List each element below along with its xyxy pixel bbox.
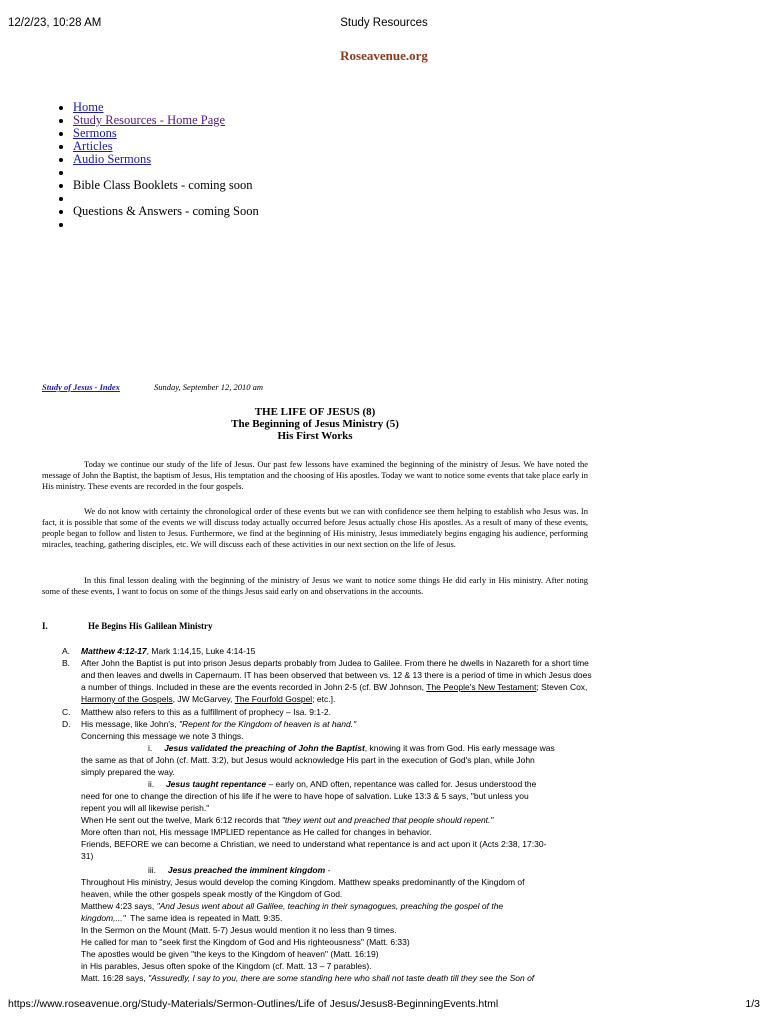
nav-link-home[interactable]: Home [73, 100, 104, 114]
print-page-title: Study Resources [340, 17, 428, 29]
article-meta [42, 382, 264, 392]
point-iii-heading: iii. Jesus preached the imminent kingdom - [148, 865, 331, 875]
point-iii-line: The apostles would be given "the keys to the Kingdom of heaven" (Matt. 16:19) [81, 949, 379, 959]
point-ii-line: repent you will all likewise perish." [81, 803, 210, 813]
article-subtitle: The Beginning of Jesus Ministry (5) [231, 418, 399, 430]
nav-link-sermons[interactable]: Sermons [73, 126, 117, 140]
section-number: I. [42, 621, 48, 631]
nav-item-empty [73, 218, 259, 231]
article-title: THE LIFE OF JESUS (8) [254, 406, 376, 418]
point-ii-heading: ii. Jesus taught repentance – early on, AND often, repentance was called for. Jesus understood the [148, 779, 537, 789]
section-title: He Begins His Galilean Ministry [88, 621, 213, 631]
point-i-heading: i. Jesus validated the preaching of John the Baptist, knowing it was from God. His early message was [148, 743, 555, 753]
point-iii-line: Matthew 4:23 says, "And Jesus went about all Galilee, teaching in their synagogues, preaching the gospel of the [81, 901, 504, 911]
intro-paragraph-3: In this final lesson dealing with the beginning of the ministry of Jesus we want to notice some things He did early in His ministry. After noting some of these events, I want to focus on some of the things Jesus said early on and observations in the accounts. [42, 575, 588, 596]
point-iii-line: in His parables, Jesus often spoke of the Kingdom (cf. Matt. 13 – 7 parables). [81, 961, 372, 971]
intro-paragraph-2: We do not know with certainty the chronological order of these events but we can with confidence see them helping to establish who Jesus was. In fact, it is possible that some of the events we will discuss today actually occurred before Jesus actually chose His apostles. As a result of many of these events, people began to follow and listen to Jesus. Furthermore, we find at the beginning of His ministry, Jesus immediately begins engaging his audience, performing miracles, teaching, gathering disciples, etc. We will discuss each of these activities in our next section on the life of Jesus. [42, 506, 588, 549]
nav-item-questions-answers [73, 205, 259, 218]
point-ii-line: Friends, BEFORE we can become a Christian, we need to understand what repentance is and act upon it (Acts 2:38, 17:30- [81, 839, 547, 849]
print-footer-url: https://www.roseavenue.org/Study-Materials/Sermon-Outlines/Life of Jesus/Jesus8-BeginningEvents.html [8, 998, 499, 1010]
point-iii-line: kingdom,..." The same idea is repeated in Matt. 9:35. [81, 913, 283, 923]
concerning-line: Concerning this message we note 3 things. [81, 731, 244, 741]
print-page-number: 1/3 [745, 998, 760, 1010]
site-name: Roseavenue.org [340, 48, 428, 63]
nav-item-bible-class-booklets [73, 179, 259, 192]
point-iii-line: Matt. 16:28 says, "Assuredly, I say to you, there are some standing here who shall not taste death till they see the Son of [81, 973, 535, 983]
point-i-line: simply prepared the way. [81, 767, 175, 777]
study-index-link[interactable]: Study of Jesus - Index [42, 382, 120, 392]
nav-text-questions-answers: Questions & Answers - coming Soon [73, 204, 259, 218]
sermon-date: Sunday, September 12, 2010 am [154, 382, 264, 392]
nav-link-audio-sermons[interactable]: Audio Sermons [73, 152, 152, 166]
point-iii-line: Throughout His ministry, Jesus would develop the coming Kingdom. Matthew speaks predominantly of the Kingdom of [81, 877, 525, 887]
print-date: 12/2/23, 10:28 AM [8, 17, 102, 29]
nav-text-bible-class-booklets: Bible Class Booklets - coming soon [73, 178, 253, 192]
point-ii-line: More often than not, His message IMPLIED repentance as He called for changes in behavior. [81, 827, 432, 837]
nav-link-study-resources[interactable]: Study Resources - Home Page [73, 113, 226, 127]
point-iii-line: heaven, while the other gospels speak mostly of the Kingdom of God. [81, 889, 343, 899]
nav-link-articles[interactable]: Articles [73, 139, 113, 153]
intro-paragraph-1: Today we continue our study of the life of Jesus. Our past few lessons have examined the beginning of the ministry of Jesus. We have noted the message of John the Baptist, the baptism of Jesus, His temptation and the choosing of His apostles. Today we want to notice some events that take place early in His ministry. These events are recorded in the four gospels. [42, 459, 588, 491]
article-subtitle-2: His First Works [277, 430, 353, 442]
point-ii-line: 31) [81, 851, 94, 861]
nav-item-audio-sermons [73, 153, 259, 166]
nav-list [53, 101, 259, 231]
point-iii-line: In the Sermon on the Mount (Matt. 5-7) Jesus would mention it no less than 9 times. [81, 925, 397, 935]
point-ii-line: need for one to change the direction of his life if he were to have hope of salvation. Luke 13:3 & 5 says, "but unless you [81, 791, 529, 801]
point-i-line: the same as that of John (cf. Matt. 3:2), but Jesus would acknowledge His part in the execution of God's plan, while John [81, 755, 535, 765]
article-title-block [0, 406, 630, 442]
point-ii-line: When He sent out the twelve, Mark 6:12 records that "they went out and preached that people should repent." [81, 815, 494, 825]
point-iii-line: He called for man to "seek first the Kingdom of God and His righteousness" (Matt. 6:33) [81, 937, 410, 947]
